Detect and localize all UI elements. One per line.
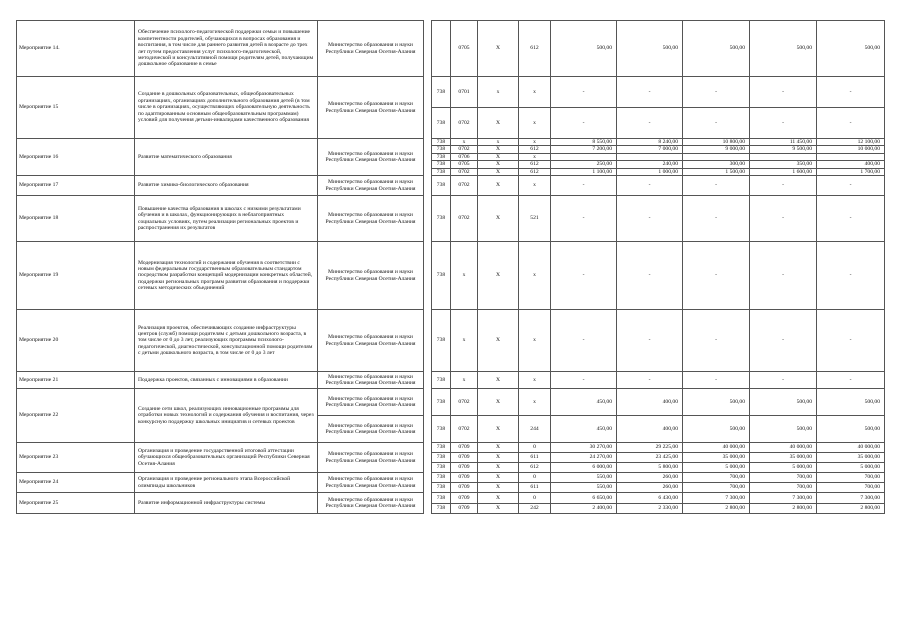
amount-year-4: 40 000,00 [750,443,817,453]
amount-year-3: - [683,310,750,372]
admin-code: 738 [432,242,451,310]
amount-year-5: 500,00 [817,21,885,77]
amount-year-3: 500,00 [683,416,750,443]
amount-year-1: - [551,77,617,108]
section-code: 0701 [451,77,478,108]
amount-year-4: - [750,77,817,108]
amount-year-2: - [617,108,683,139]
expense-type: 0 [519,443,551,453]
amount-year-1: 6 650,00 [551,493,617,504]
amount-year-1: - [551,372,617,389]
admin-code: 738 [432,443,451,453]
table-row [17,493,885,504]
target-code: X [478,483,519,493]
amount-year-4: - [750,310,817,372]
amount-year-3 [683,153,750,160]
section-code: 0702 [451,146,478,153]
admin-code: 738 [432,153,451,160]
expense-type: x [519,310,551,372]
target-code: x [478,77,519,108]
amount-year-5: 35 000,00 [817,453,885,463]
amount-year-2: 500,00 [617,21,683,77]
spacer [424,77,432,139]
expense-type: 611 [519,483,551,493]
expense-type: x [519,242,551,310]
measure-description: Повышение качества образования в школах с низкими результатами обучения и в школах, функционирующих в неблагоприятных социальных условиях, путем реализации региональных проектов и распространения их результатов [135,196,318,242]
table-row [17,372,885,389]
amount-year-4: 11 450,00 [750,139,817,146]
expense-type: 612 [519,161,551,168]
expense-type: x [519,176,551,196]
amount-year-5: 2 800,00 [817,503,885,514]
amount-year-1: 6 000,00 [551,463,617,473]
amount-year-5: 1 700,00 [817,168,885,175]
target-code: X [478,21,519,77]
section-code: 0702 [451,389,478,416]
amount-year-5: 400,00 [817,161,885,168]
measure-description: Организация и проведение государственной итоговой аттестации обучающихся общеобразовательных организаций Республики Северная Осетия-Алания [135,443,318,473]
responsible-ministry: Министерство образования и науки Республики Северная Осетия-Алания [318,242,424,310]
amount-year-4: 35 000,00 [750,453,817,463]
responsible-ministry: Министерство образования и науки Республики Северная Осетия-Алания [318,416,424,443]
amount-year-5: - [817,176,885,196]
amount-year-2 [617,153,683,160]
admin-code: 738 [432,503,451,514]
amount-year-5: - [817,108,885,139]
expense-type: x [519,139,551,146]
amount-year-2: 7 000,00 [617,146,683,153]
target-code: X [478,453,519,463]
spacer [424,176,432,196]
expense-type: 612 [519,168,551,175]
spacer [424,310,432,372]
amount-year-4: 5 000,00 [750,463,817,473]
amount-year-5: 7 300,00 [817,493,885,504]
amount-year-3: 7 300,00 [683,493,750,504]
expense-type: 242 [519,503,551,514]
amount-year-3: 1 500,00 [683,168,750,175]
table-row [17,473,885,483]
section-code: x [451,242,478,310]
amount-year-5: - [817,372,885,389]
amount-year-5: - [817,310,885,372]
amount-year-5: - [817,77,885,108]
measure-name: Мероприятие 21 [17,372,135,389]
admin-code: 738 [432,196,451,242]
measure-name: Мероприятие 18 [17,196,135,242]
target-code: X [478,196,519,242]
section-code: 0705 [451,21,478,77]
measure-name: Мероприятие 25 [17,493,135,514]
amount-year-4: 500,00 [750,416,817,443]
admin-code: 738 [432,389,451,416]
budget-table [16,20,885,514]
amount-year-3: 300,00 [683,161,750,168]
target-code: X [478,416,519,443]
amount-year-1: 250,00 [551,161,617,168]
section-code: 0702 [451,416,478,443]
spacer [424,473,432,493]
responsible-ministry: Министерство образования и науки Республики Северная Осетия-Алания [318,21,424,77]
section-code: 0709 [451,463,478,473]
measure-name: Мероприятие 15 [17,77,135,139]
amount-year-2: - [617,310,683,372]
amount-year-1: 30 270,00 [551,443,617,453]
amount-year-4: - [750,108,817,139]
amount-year-3: - [683,196,750,242]
measure-description: Модернизация технологий и содержания обучения в соответствии с новым федеральным государственным образовательным стандартом посредством разработки концепций модернизации конкретных областей, поддержки региональных программ развития образования и поддержки сетевых методических объединений [135,242,318,310]
target-code: X [478,310,519,372]
amount-year-2: 400,00 [617,416,683,443]
table-row [17,310,885,372]
amount-year-4: 2 800,00 [750,503,817,514]
target-code: X [478,108,519,139]
amount-year-2: - [617,196,683,242]
expense-type: 611 [519,453,551,463]
target-code: X [478,463,519,473]
amount-year-1 [551,153,617,160]
measure-name: Мероприятие 16 [17,139,135,176]
target-code: X [478,176,519,196]
amount-year-4: 700,00 [750,473,817,483]
amount-year-2: 240,00 [617,161,683,168]
amount-year-1: 450,00 [551,389,617,416]
amount-year-1: - [551,108,617,139]
section-code: 0702 [451,168,478,175]
spacer [424,242,432,310]
spacer [424,389,432,443]
measure-description: Организация и проведение регионального этапа Всероссийской олимпиады школьников [135,473,318,493]
expense-type: x [519,372,551,389]
amount-year-3: 40 000,00 [683,443,750,453]
amount-year-5 [817,153,885,160]
target-code: X [478,153,519,160]
measure-name: Мероприятие 19 [17,242,135,310]
amount-year-3: - [683,176,750,196]
admin-code: 738 [432,168,451,175]
amount-year-2: 6 430,00 [617,493,683,504]
target-code: X [478,493,519,504]
table-row [17,21,885,77]
target-code: X [478,242,519,310]
amount-year-1: - [551,242,617,310]
section-code: 0709 [451,503,478,514]
admin-code [432,21,451,77]
measure-name: Мероприятие 14. [17,21,135,77]
amount-year-3: 500,00 [683,21,750,77]
measure-description: Обеспечение психолого-педагогической поддержки семьи и повышение компетентности родителей, обучающихся в вопросах образования и воспитания, в том числе для раннего развития детей в возрасте до трех лет путем предоставления услуг психолого-педагогической, методической и консультативной помощи родителям детей, получающим дошкольное образование в семье [135,21,318,77]
amount-year-5: 500,00 [817,416,885,443]
spacer [424,372,432,389]
amount-year-1: 8 550,00 [551,139,617,146]
amount-year-3: - [683,108,750,139]
amount-year-2: 1 000,00 [617,168,683,175]
measure-description: Реализация проектов, обеспечивающих создание инфраструктуры центров (служб) помощи родителям с детьми дошкольного возраста, в том числе от 0 до 3 лет, реализующих программы психолого-педагогической, диагностической, консультационной помощи родителям с детьми дошкольного возраста, в том числе от 0 до 3 лет [135,310,318,372]
amount-year-4: 500,00 [750,389,817,416]
table-row [17,443,885,453]
amount-year-3: - [683,77,750,108]
amount-year-4: - [750,242,817,310]
expense-type: 612 [519,21,551,77]
target-code: X [478,168,519,175]
measure-description: Создание в дошкольных образовательных, общеобразовательных организациях, организациях дополнительного образования детей (в том числе в организациях, осуществляющих образовательную деятельность по адаптированным основным общеобразовательным программам) условий для получения детьми-инвалидами качественного образования [135,77,318,139]
amount-year-3: 10 800,00 [683,139,750,146]
measure-description: Поддержка проектов, связанных с инновациями в образовании [135,372,318,389]
amount-year-4: - [750,176,817,196]
amount-year-4: 350,00 [750,161,817,168]
section-code: x [451,310,478,372]
amount-year-2: - [617,242,683,310]
admin-code: 738 [432,108,451,139]
amount-year-2: 5 800,00 [617,463,683,473]
amount-year-1: - [551,196,617,242]
expense-type: 0 [519,493,551,504]
admin-code: 738 [432,310,451,372]
spacer [424,443,432,473]
admin-code: 738 [432,77,451,108]
amount-year-1: 550,00 [551,473,617,483]
amount-year-4: 700,00 [750,483,817,493]
admin-code: 738 [432,493,451,504]
measure-description: Развитие информационной инфраструктуры системы [135,493,318,514]
target-code: x [478,139,519,146]
table-row [17,196,885,242]
measure-description: Развитие математического образования [135,139,318,176]
amount-year-2: - [617,372,683,389]
amount-year-5: - [817,242,885,310]
amount-year-1: - [551,310,617,372]
responsible-ministry: Министерство образования и науки Республики Северная Осетия-Алания [318,310,424,372]
amount-year-2: 260,00 [617,473,683,483]
admin-code: 738 [432,372,451,389]
table-row [17,389,885,416]
table-row [17,242,885,310]
admin-code: 738 [432,161,451,168]
amount-year-1: - [551,176,617,196]
amount-year-2: 8 240,00 [617,139,683,146]
amount-year-1: 7 200,00 [551,146,617,153]
amount-year-4: 7 300,00 [750,493,817,504]
responsible-ministry: Министерство образования и науки Республики Северная Осетия-Алания [318,493,424,514]
responsible-ministry: Министерство образования и науки Республики Северная Осетия-Алания [318,196,424,242]
amount-year-5: 700,00 [817,483,885,493]
amount-year-3: 700,00 [683,473,750,483]
measure-name: Мероприятие 20 [17,310,135,372]
spacer [424,139,432,176]
spacer [424,493,432,514]
amount-year-3: 2 800,00 [683,503,750,514]
admin-code: 738 [432,146,451,153]
amount-year-3: 700,00 [683,483,750,493]
admin-code: 738 [432,463,451,473]
amount-year-5: - [817,196,885,242]
amount-year-4: - [750,196,817,242]
expense-type: 612 [519,146,551,153]
admin-code: 738 [432,473,451,483]
section-code: 0709 [451,443,478,453]
amount-year-2: 2 330,00 [617,503,683,514]
responsible-ministry: Министерство образования и науки Республики Северная Осетия-Алания [318,389,424,416]
target-code: X [478,389,519,416]
amount-year-4: - [750,372,817,389]
expense-type: x [519,77,551,108]
responsible-ministry: Министерство образования и науки Республики Северная Осетия-Алания [318,77,424,139]
table-row [17,139,885,146]
section-code: x [451,139,478,146]
expense-type: x [519,153,551,160]
measure-name: Мероприятие 23 [17,443,135,473]
amount-year-3: 9 000,00 [683,146,750,153]
section-code: 0702 [451,196,478,242]
responsible-ministry: Министерство образования и науки Республики Северная Осетия-Алания [318,372,424,389]
amount-year-2: - [617,77,683,108]
amount-year-2: - [617,176,683,196]
amount-year-2: 260,00 [617,483,683,493]
measure-name: Мероприятие 17 [17,176,135,196]
amount-year-4: 500,00 [750,21,817,77]
section-code: 0709 [451,493,478,504]
responsible-ministry: Министерство образования и науки Республики Северная Осетия-Алания [318,139,424,176]
expense-type: 244 [519,416,551,443]
target-code: X [478,146,519,153]
admin-code: 738 [432,416,451,443]
amount-year-5: 12 100,00 [817,139,885,146]
amount-year-2: 23 425,00 [617,453,683,463]
admin-code: 738 [432,453,451,463]
measure-description: Развитие химико-биологического образования [135,176,318,196]
expense-type: x [519,389,551,416]
amount-year-5: 700,00 [817,473,885,483]
admin-code: 738 [432,139,451,146]
section-code: x [451,372,478,389]
expense-type: 612 [519,463,551,473]
section-code: 0702 [451,108,478,139]
amount-year-4: 1 600,00 [750,168,817,175]
admin-code: 738 [432,483,451,493]
expense-type: 521 [519,196,551,242]
amount-year-1: 500,00 [551,21,617,77]
amount-year-1: 24 270,00 [551,453,617,463]
table-row [17,176,885,196]
admin-code: 738 [432,176,451,196]
amount-year-4 [750,153,817,160]
table-row [17,77,885,108]
spacer [424,196,432,242]
target-code: X [478,443,519,453]
amount-year-1: 450,00 [551,416,617,443]
amount-year-3: 35 000,00 [683,453,750,463]
section-code: 0709 [451,453,478,463]
target-code: X [478,503,519,514]
amount-year-5: 500,00 [817,389,885,416]
amount-year-1: 2 400,00 [551,503,617,514]
target-code: X [478,372,519,389]
amount-year-5: 5 000,00 [817,463,885,473]
responsible-ministry: Министерство образования и науки Республики Северная Осетия-Алания [318,473,424,493]
amount-year-2: 29 225,00 [617,443,683,453]
expense-type: 0 [519,473,551,483]
measure-name: Мероприятие 24 [17,473,135,493]
section-code: 0702 [451,176,478,196]
amount-year-3: 500,00 [683,389,750,416]
measure-description: Создание сети школ, реализующих инновационные программы для отработки новых технологий и содержания обучения и воспитания, через конкурсную поддержку школьных инициатив и сетевых проектов [135,389,318,443]
target-code: X [478,473,519,483]
responsible-ministry: Министерство образования и науки Республики Северная Осетия-Алания [318,443,424,473]
amount-year-1: 550,00 [551,483,617,493]
amount-year-5: 10 000,00 [817,146,885,153]
spacer [424,21,432,77]
section-code: 0706 [451,153,478,160]
responsible-ministry: Министерство образования и науки Республики Северная Осетия-Алания [318,176,424,196]
amount-year-3: - [683,242,750,310]
section-code: 0705 [451,161,478,168]
section-code: 0709 [451,483,478,493]
measure-name: Мероприятие 22 [17,389,135,443]
amount-year-1: 1 100,00 [551,168,617,175]
amount-year-4: 9 500,00 [750,146,817,153]
amount-year-3: 5 000,00 [683,463,750,473]
section-code: 0709 [451,473,478,483]
expense-type: x [519,108,551,139]
amount-year-2: 400,00 [617,389,683,416]
target-code: X [478,161,519,168]
amount-year-3: - [683,372,750,389]
amount-year-5: 40 000,00 [817,443,885,453]
